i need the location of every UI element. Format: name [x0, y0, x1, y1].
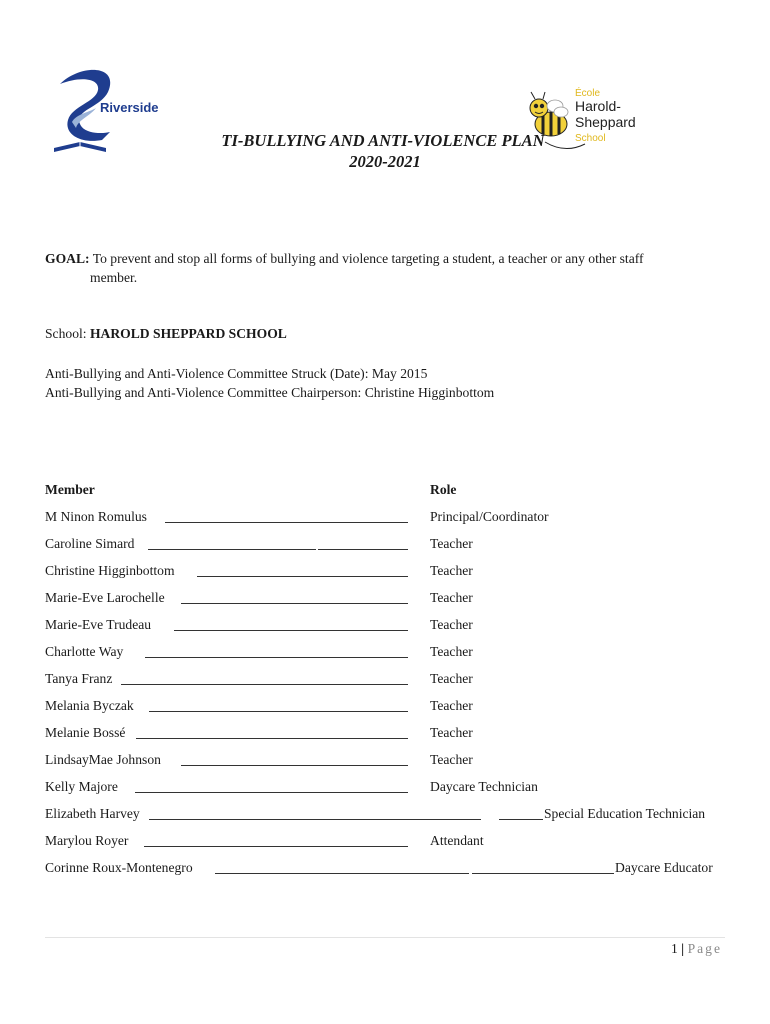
- member-role: Principal/Coordinator: [430, 509, 549, 524]
- school-line: [45, 326, 287, 342]
- member-row: [45, 779, 735, 799]
- role-column-header: Role: [430, 482, 457, 497]
- page-label: Page: [687, 941, 722, 956]
- member-name: Marylou Royer: [45, 833, 129, 848]
- member-row: [45, 644, 735, 664]
- member-column-header: Member: [45, 482, 95, 497]
- member-name: Marie-Eve Trudeau: [45, 617, 152, 632]
- member-role: Teacher: [430, 563, 473, 578]
- page-number: [671, 941, 722, 957]
- member-row: [45, 725, 735, 745]
- member-row: [45, 536, 735, 556]
- blank-line: [149, 711, 408, 712]
- member-name: Tanya Franz: [45, 671, 113, 686]
- committee-struck-date: Anti-Bullying and Anti-Violence Committee Struck (Date): May 2015: [45, 366, 428, 381]
- member-name: Elizabeth Harvey: [45, 806, 140, 821]
- blank-line: [149, 819, 481, 820]
- member-role: Daycare Technician: [430, 779, 538, 794]
- member-name: Kelly Majore: [45, 779, 118, 794]
- member-role: Teacher: [430, 752, 473, 767]
- member-role: Teacher: [430, 698, 473, 713]
- member-role: Attendant: [430, 833, 484, 848]
- member-name: Melanie Bossé: [45, 725, 126, 740]
- blank-line: [318, 549, 408, 550]
- blank-line: [144, 846, 408, 847]
- plan-year: 2020-2021: [349, 152, 421, 171]
- svg-text:School: School: [575, 133, 606, 144]
- member-name: Caroline Simard: [45, 536, 135, 551]
- member-row: [45, 698, 735, 718]
- member-name: Marie-Eve Larochelle: [45, 590, 165, 605]
- member-row: [45, 563, 735, 583]
- svg-text:Riverside: Riverside: [100, 100, 159, 115]
- school-label: School:: [45, 326, 87, 341]
- page-separator: |: [681, 941, 685, 956]
- goal-label: GOAL:: [45, 251, 90, 266]
- member-name: LindsayMae Johnson: [45, 752, 161, 767]
- school-name: HAROLD SHEPPARD SCHOOL: [89, 326, 287, 341]
- svg-text:École: École: [575, 88, 601, 99]
- svg-text:Sheppard: Sheppard: [575, 114, 636, 130]
- blank-line: [181, 765, 408, 766]
- member-role: Daycare Educator: [615, 860, 713, 875]
- plan-title: TI-BULLYING AND ANTI-VIOLENCE PLAN: [221, 131, 545, 150]
- goal-paragraph: [45, 249, 727, 287]
- blank-line: [135, 792, 408, 793]
- member-row: [45, 671, 735, 691]
- member-name: Charlotte Way: [45, 644, 124, 659]
- committee-chairperson: Anti-Bullying and Anti-Violence Committee Chairperson: Christine Higginbottom: [45, 385, 495, 400]
- member-role: Teacher: [430, 617, 473, 632]
- member-row: [45, 752, 735, 772]
- page-number-value: 1: [670, 941, 678, 956]
- blank-line: [499, 819, 543, 820]
- svg-text:Harold-: Harold-: [575, 98, 621, 114]
- member-name: M Ninon Romulus: [45, 509, 147, 524]
- goal-text-continued: member.: [90, 270, 138, 285]
- member-row: [45, 806, 735, 826]
- member-name: Corinne Roux-Montenegro: [45, 860, 193, 875]
- member-row: [45, 833, 735, 853]
- member-role: Special Education Technician: [544, 806, 706, 821]
- member-name: Christine Higginbottom: [45, 563, 175, 578]
- member-role: Teacher: [430, 671, 473, 686]
- member-role: Teacher: [430, 644, 473, 659]
- blank-line: [145, 657, 408, 658]
- member-row: [45, 617, 735, 637]
- blank-line: [136, 738, 408, 739]
- member-name: Melania Byczak: [45, 698, 134, 713]
- member-row: [45, 509, 735, 529]
- blank-line: [197, 576, 408, 577]
- member-row: [45, 860, 735, 880]
- footer-divider: [45, 937, 725, 938]
- blank-line: [174, 630, 408, 631]
- blank-line: [165, 522, 408, 523]
- goal-text: To prevent and stop all forms of bullying and violence targeting a student, a teacher or any other staff: [92, 251, 644, 266]
- blank-line: [215, 873, 469, 874]
- member-row: [45, 590, 735, 610]
- member-role: Teacher: [430, 536, 473, 551]
- blank-line: [181, 603, 408, 604]
- blank-line: [148, 549, 316, 550]
- member-role: Teacher: [430, 725, 473, 740]
- blank-line: [472, 873, 614, 874]
- blank-line: [121, 684, 408, 685]
- member-role: Teacher: [430, 590, 473, 605]
